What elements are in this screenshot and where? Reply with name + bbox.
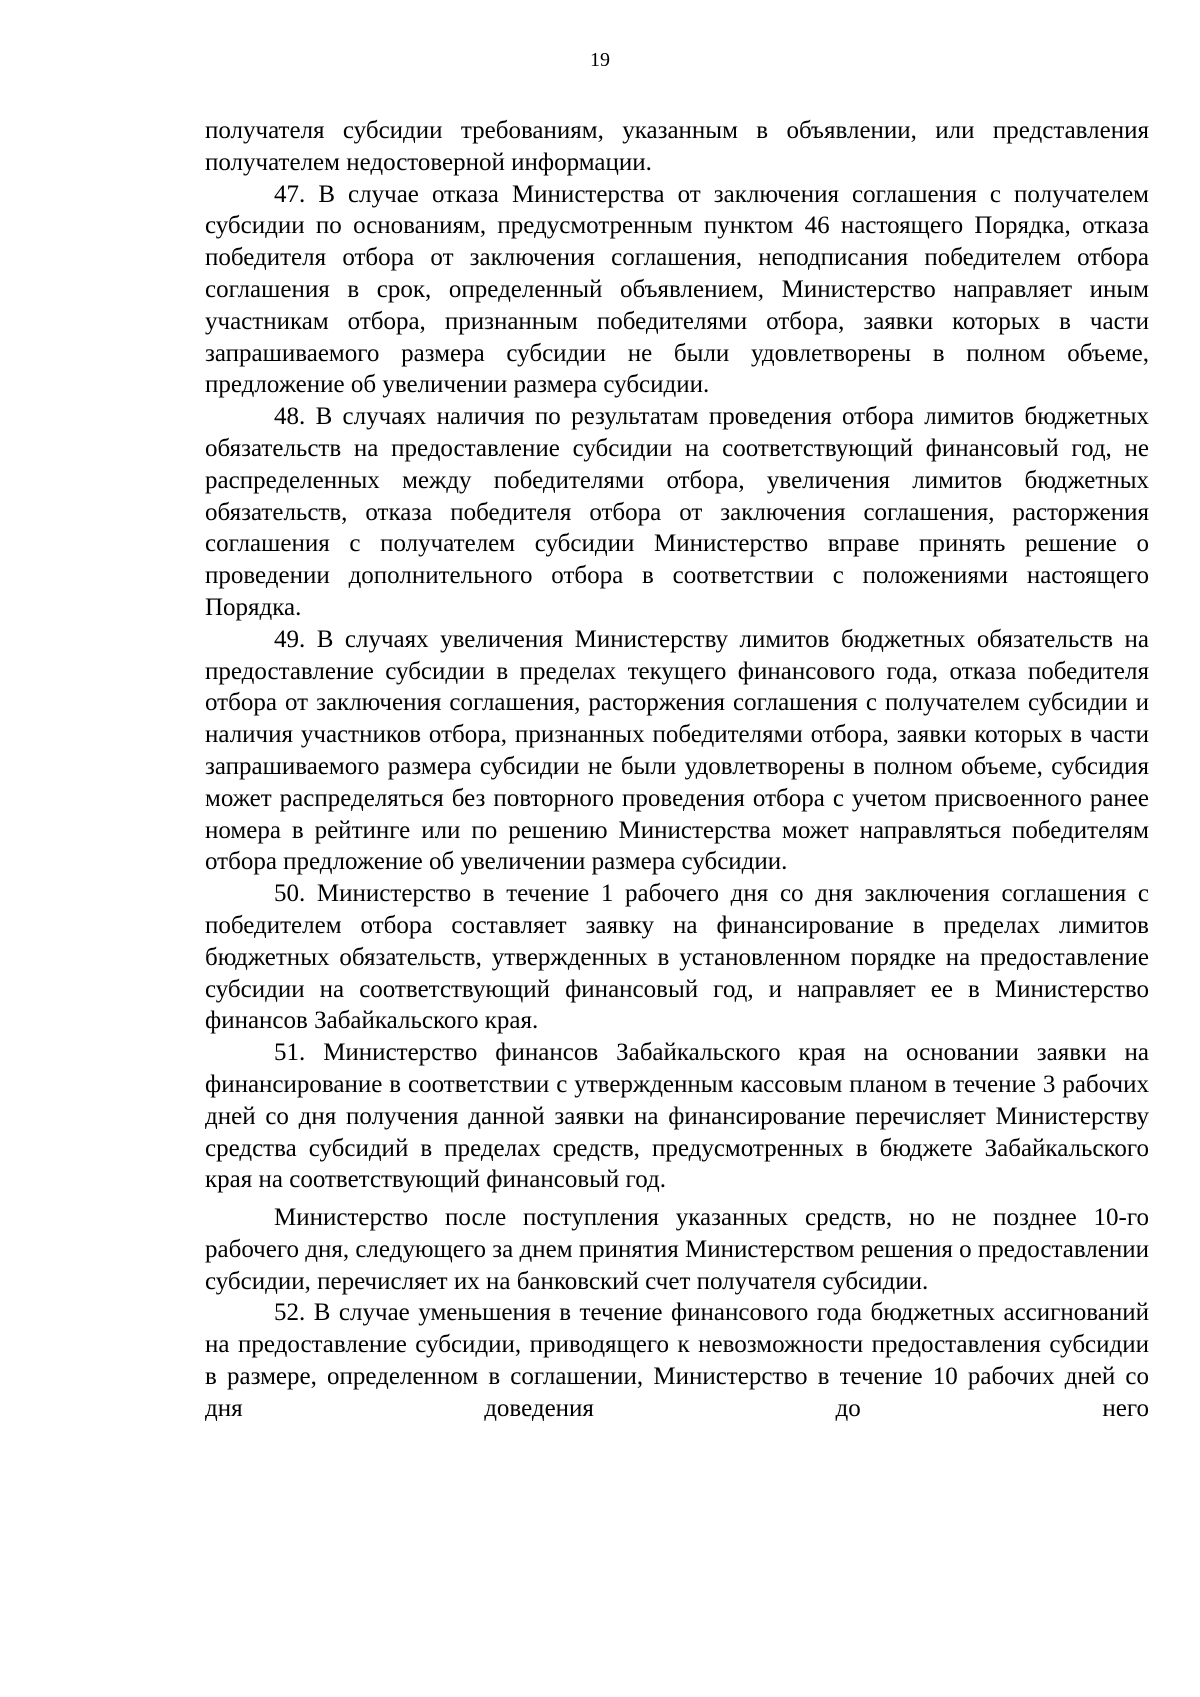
page-number: 19 [590,49,610,71]
document-body [205,115,1149,1425]
paragraph-49: 49. В случаях увеличения Министерству лимитов бюджетных обязательств на предоставление субсидии в пределах текущего финансового года, отказа победителя отбора от заключения соглашения, расторжения соглашения с получателем субсидии и наличия участников отбора, признанных победителями отбора, заявки которых в части запрашиваемого размера субсидии не были удовлетворены в полном объеме, субсидия может распределяться без повторного проведения отбора с учетом присвоенного ранее номера в рейтинге или по решению Министерства может направляться победителям отбора предложение об увеличении размера субсидии. [205,625,1149,876]
paragraph-51: 51. Министерство финансов Забайкальского края на основании заявки на финансирование в соответствии с утвержденным кассовым планом в течение 3 рабочих дней со дня получения данной заявки на финансирование перечисляет Министерству средства субсидий в пределах средств, предусмотренных в бюджете Забайкальского края на соответствующий финансовый год. [205,1039,1149,1194]
paragraph-continuation: получателя субсидии требованиям, указанным в объявлении, или представления получателем недостоверной информации. [205,117,1149,176]
paragraph-50: 50. Министерство в течение 1 рабочего дня со дня заключения соглашения с победителем отбора составляет заявку на финансирование в пределах лимитов бюджетных обязательств, утвержденных в установленном порядке на предоставление субсидии на соответствующий финансовый год, и направляет ее в Министерство финансов Забайкальского края. [205,880,1149,1035]
paragraph-47: 47. В случае отказа Министерства от заключения соглашения с получателем субсидии по основаниям, предусмотренным пунктом 46 настоящего Порядка, отказа победителя отбора от заключения соглашения, неподписания победителем отбора соглашения в срок, определенный объявлением, Министерство направляет иным участникам отбора, признанным победителями отбора, заявки которых в части запрашиваемого размера субсидии не были удовлетворены в полном объеме, предложение об увеличении размера субсидии. [205,180,1149,399]
paragraph-52: 52. В случае уменьшения в течение финансового года бюджетных ассигнований на предоставление субсидии, приводящего к невозможности предоставления субсидии в размере, определенном в соглашении, Министерство в течение 10 рабочих дней со дня доведения до него [205,1299,1149,1422]
paragraph-51-continuation: Министерство после поступления указанных средств, но не позднее 10-го рабочего дня, следующего за днем принятия Министерством решения о предоставлении субсидии, перечисляет их на банковский счет получателя субсидии. [205,1204,1149,1295]
paragraph-48: 48. В случаях наличия по результатам проведения отбора лимитов бюджетных обязательств на предоставление субсидии на соответствующий финансовый год, не распределенных между победителями отбора, увеличения лимитов бюджетных обязательств, отказа победителя отбора от заключения соглашения, расторжения соглашения с получателем субсидии Министерство вправе принять решение о проведении дополнительного отбора в соответствии с положениями настоящего Порядка. [205,403,1149,621]
